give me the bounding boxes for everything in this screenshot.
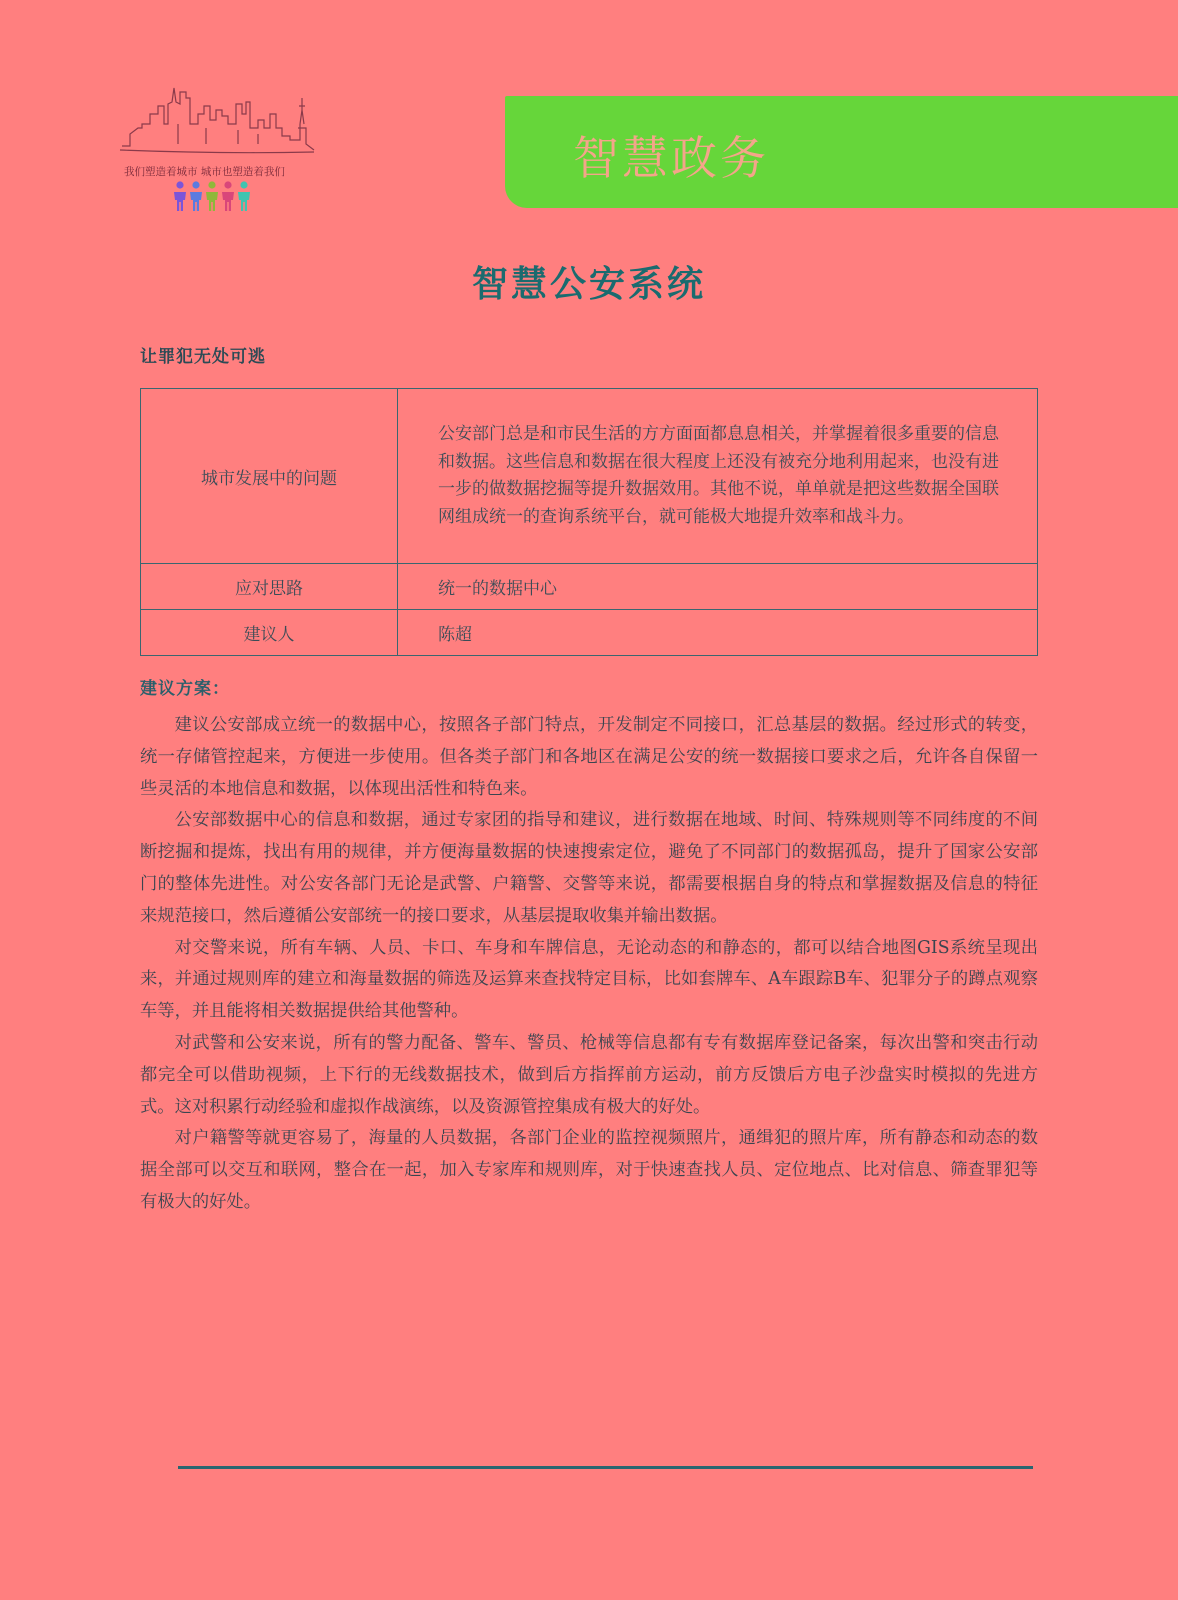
table-row [141,564,1038,610]
body-text [140,710,1038,1219]
section-title: 智慧政务 [573,131,769,185]
paragraph: 公安部数据中心的信息和数据，通过专家团的指导和建议，进行数据在地域、时间、特殊规则等不同纬度的不间断挖掘和提炼，找出有用的规律，并方便海量数据的快速搜索定位，避免了不同部门的数据孤岛，提升了国家公安部门的整体先进性。对公安各部门无论是武警、户籍警、交警等来说，都需要根据自身的特点和掌握数据及信息的特征来规范接口，然后遵循公安部统一的接口要求，从基层提取收集并输出数据。 [140,810,1038,926]
row-label: 应对思路 [141,564,398,610]
person-figure-icon [190,181,202,211]
section-banner [505,96,1178,208]
table-row [141,389,1038,564]
row-label: 建议人 [141,610,398,656]
bottom-divider [178,1466,1033,1469]
people-icon [170,180,270,214]
plan-heading: 建议方案： [140,679,230,699]
table-row [141,610,1038,656]
row-label: 城市发展中的问题 [141,389,398,564]
paragraph: 对武警和公安来说，所有的警力配备、警车、警员、枪械等信息都有专有数据库登记备案，每次出警和突击行动都完全可以借助视频，上下行的无线数据技术，做到后方指挥前方运动，前方反馈后方电子沙盘实时模拟的先进方式。这对积累行动经验和虚拟作战演练，以及资源管控集成有极大的好处。 [140,1032,1038,1117]
person-figure-icon [174,181,186,211]
paragraph: 对交警来说，所有车辆、人员、卡口、车身和车牌信息，无论动态的和静态的，都可以结合地图GIS系统呈现出来，并通过规则库的建立和海量数据的筛选及运算来查找特定目标，比如套牌车、A车跟踪B车、犯罪分子的蹲点观察车等，并且能将相关数据提供给其他警种。 [140,937,1038,1022]
person-figure-icon [206,181,218,211]
logo-slogan: 我们塑造着城市 城市也塑造着我们 [124,166,285,178]
info-table [140,388,1038,656]
row-value: 统一的数据中心 [398,564,1038,610]
page-title: 智慧公安系统 [471,264,706,305]
page-subtitle: 让罪犯无处可逃 [140,347,266,367]
person-figure-icon [222,181,234,211]
row-value: 公安部门总是和市民生活的方方面面都息息相关，并掌握着很多重要的信息和数据。这些信息和数据在很大程度上还没有被充分地利用起来，也没有进一步的做数据挖掘等提升数据效用。其他不说，单单就是把这些数据全国联网组成统一的查询系统平台，就可能极大地提升效率和战斗力。 [398,389,1038,564]
paragraph: 建议公安部成立统一的数据中心，按照各子部门特点，开发制定不同接口，汇总基层的数据。经过形式的转变，统一存储管控起来，方便进一步使用。但各类子部门和各地区在满足公安的统一数据接口要求之后，允许各自保留一些灵活的本地信息和数据，以体现出活性和特色来。 [140,715,1038,799]
paragraph: 对户籍警等就更容易了，海量的人员数据，各部门企业的监控视频照片，通缉犯的照片库，所有静态和动态的数据全部可以交互和联网，整合在一起，加入专家库和规则库，对于快速查找人员、定位地点、比对信息、筛查罪犯等有极大的好处。 [140,1128,1038,1212]
row-value: 陈超 [398,610,1038,656]
person-figure-icon [238,181,250,211]
city-logo [118,84,328,214]
city-skyline-icon [118,84,328,164]
